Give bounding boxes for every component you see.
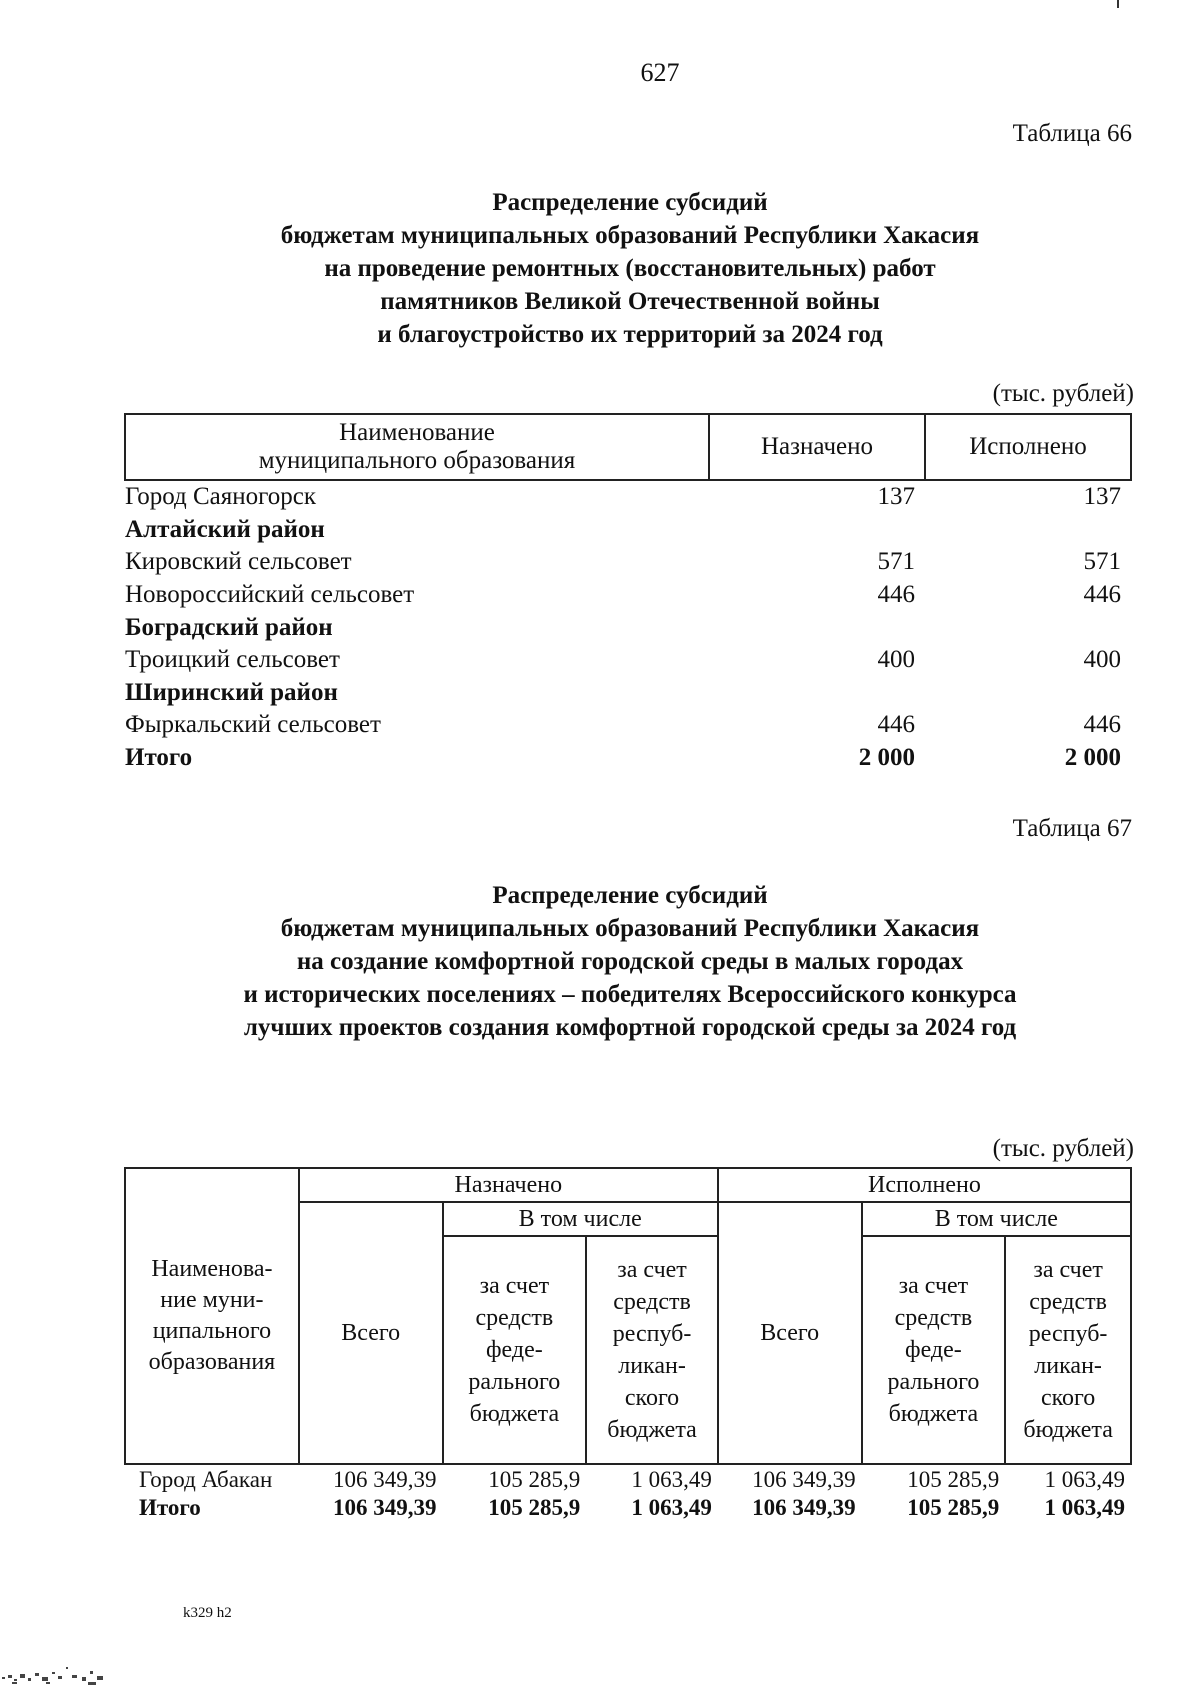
row-name: Кировский сельсовет: [125, 548, 352, 576]
row-executed: 446: [1083, 581, 1121, 609]
table-row: [125, 546, 1131, 579]
header-executed-federal: за счет средств феде- рального бюджета: [862, 1236, 1006, 1464]
row-assigned: 137: [877, 483, 915, 511]
row-assigned: [709, 514, 925, 547]
row-value: 1 063,49: [1044, 1466, 1125, 1492]
title-line: и благоустройство их территорий за 2024 год: [377, 321, 883, 348]
row-value: 1 063,49: [1044, 1494, 1125, 1520]
title-line: лучших проектов создания комфортной городской среды за 2024 год: [243, 1014, 1017, 1041]
row-executed: 137: [1083, 483, 1121, 511]
table-67-title: [110, 879, 1150, 1044]
table-row: [125, 677, 1131, 710]
table-header-row: [125, 414, 1131, 480]
row-value: 106 349,39: [333, 1494, 437, 1520]
row-assigned: 400: [877, 646, 915, 674]
row-name: Ширинский район: [125, 678, 338, 706]
row-executed: [925, 677, 1131, 710]
row-value: 1 063,49: [631, 1494, 712, 1520]
row-value: 106 349,39: [752, 1466, 856, 1492]
header-executed-including: В том числе: [862, 1202, 1131, 1236]
header-assigned-including: В том числе: [443, 1202, 718, 1236]
header-name: Наименова- ние муни- ципального образования: [125, 1168, 299, 1464]
header-executed-republican: за счет средств респуб- ликан- ского бюджета: [1005, 1236, 1131, 1464]
row-executed: 400: [1083, 646, 1121, 674]
row-name: Троицкий сельсовет: [125, 646, 340, 674]
table-67-label: Таблица 67: [1012, 815, 1132, 842]
table-67: [124, 1167, 1132, 1521]
row-value: 1 063,49: [631, 1466, 712, 1492]
row-name: Итого: [139, 1494, 201, 1520]
page-number: 627: [640, 58, 680, 87]
title-line: Распределение субсидий: [492, 189, 768, 216]
table-66: [124, 413, 1132, 774]
table-66-units: (тыс. рублей): [992, 380, 1134, 407]
header-executed: Исполнено: [925, 414, 1131, 480]
table-total-row: [125, 742, 1131, 775]
header-executed-total: Всего: [718, 1202, 862, 1464]
row-name: Алтайский район: [125, 515, 325, 543]
header-name-line: муниципального образования: [258, 447, 576, 474]
row-name: Фыркальский сельсовет: [125, 711, 381, 739]
table-66-title: [110, 186, 1150, 351]
table-67-units: (тыс. рублей): [992, 1135, 1134, 1162]
title-line: бюджетам муниципальных образований Республики Хакасия: [280, 915, 980, 942]
table-row: [125, 644, 1131, 677]
title-line: на проведение ремонтных (восстановительных) работ: [324, 255, 936, 282]
row-name: Новороссийский сельсовет: [125, 581, 415, 609]
row-assigned: [709, 677, 925, 710]
title-line: бюджетам муниципальных образований Республики Хакасия: [280, 222, 980, 249]
header-assigned-federal: за счет средств феде- рального бюджета: [443, 1236, 587, 1464]
row-name: Итого: [125, 744, 193, 772]
title-line: Распределение субсидий: [492, 882, 768, 909]
title-line: и исторических поселениях – победителях Всероссийского конкурса: [243, 981, 1017, 1008]
header-assigned-total: Всего: [299, 1202, 443, 1464]
table-66-label: Таблица 66: [1012, 120, 1132, 147]
table-row: [125, 709, 1131, 742]
table-row: [125, 579, 1131, 612]
scan-artifact: [0, 1655, 110, 1686]
table-total-row: [125, 1493, 1131, 1521]
title-line: памятников Великой Отечественной войны: [380, 288, 880, 315]
row-value: 106 349,39: [333, 1466, 437, 1492]
table-row: [125, 480, 1131, 514]
row-assigned: 446: [877, 711, 915, 739]
table-row: [125, 514, 1131, 547]
row-value: 105 285,9: [488, 1494, 581, 1520]
row-executed: [925, 611, 1131, 644]
row-value: 106 349,39: [752, 1494, 856, 1520]
table-row: [125, 1464, 1131, 1493]
row-name: Город Саяногорск: [125, 483, 317, 511]
table-header-row: [125, 1168, 1131, 1202]
row-executed: 446: [1083, 711, 1121, 739]
table-row: [125, 611, 1131, 644]
row-name: Город Абакан: [139, 1466, 273, 1492]
row-assigned: 446: [877, 581, 915, 609]
scan-edge-mark: [1117, 0, 1119, 8]
row-value: 105 285,9: [907, 1466, 1000, 1492]
row-value: 105 285,9: [488, 1466, 581, 1492]
row-assigned: 2 000: [858, 744, 915, 772]
header-name: [125, 414, 709, 480]
row-value: 105 285,9: [907, 1494, 1000, 1520]
row-assigned: [709, 611, 925, 644]
header-assigned: Назначено: [299, 1168, 718, 1202]
header-assigned: Назначено: [709, 414, 925, 480]
row-executed: 2 000: [1064, 744, 1121, 772]
header-name-line: Наименование: [339, 419, 495, 446]
footer-code: k329 h2: [183, 1605, 232, 1621]
row-executed: [925, 514, 1131, 547]
header-executed: Исполнено: [718, 1168, 1131, 1202]
title-line: на создание комфортной городской среды в малых городах: [296, 948, 964, 975]
header-assigned-republican: за счет средств респуб- ликан- ского бюджета: [586, 1236, 718, 1464]
row-assigned: 571: [877, 548, 915, 576]
row-name: Боградский район: [125, 613, 333, 641]
row-executed: 571: [1083, 548, 1121, 576]
